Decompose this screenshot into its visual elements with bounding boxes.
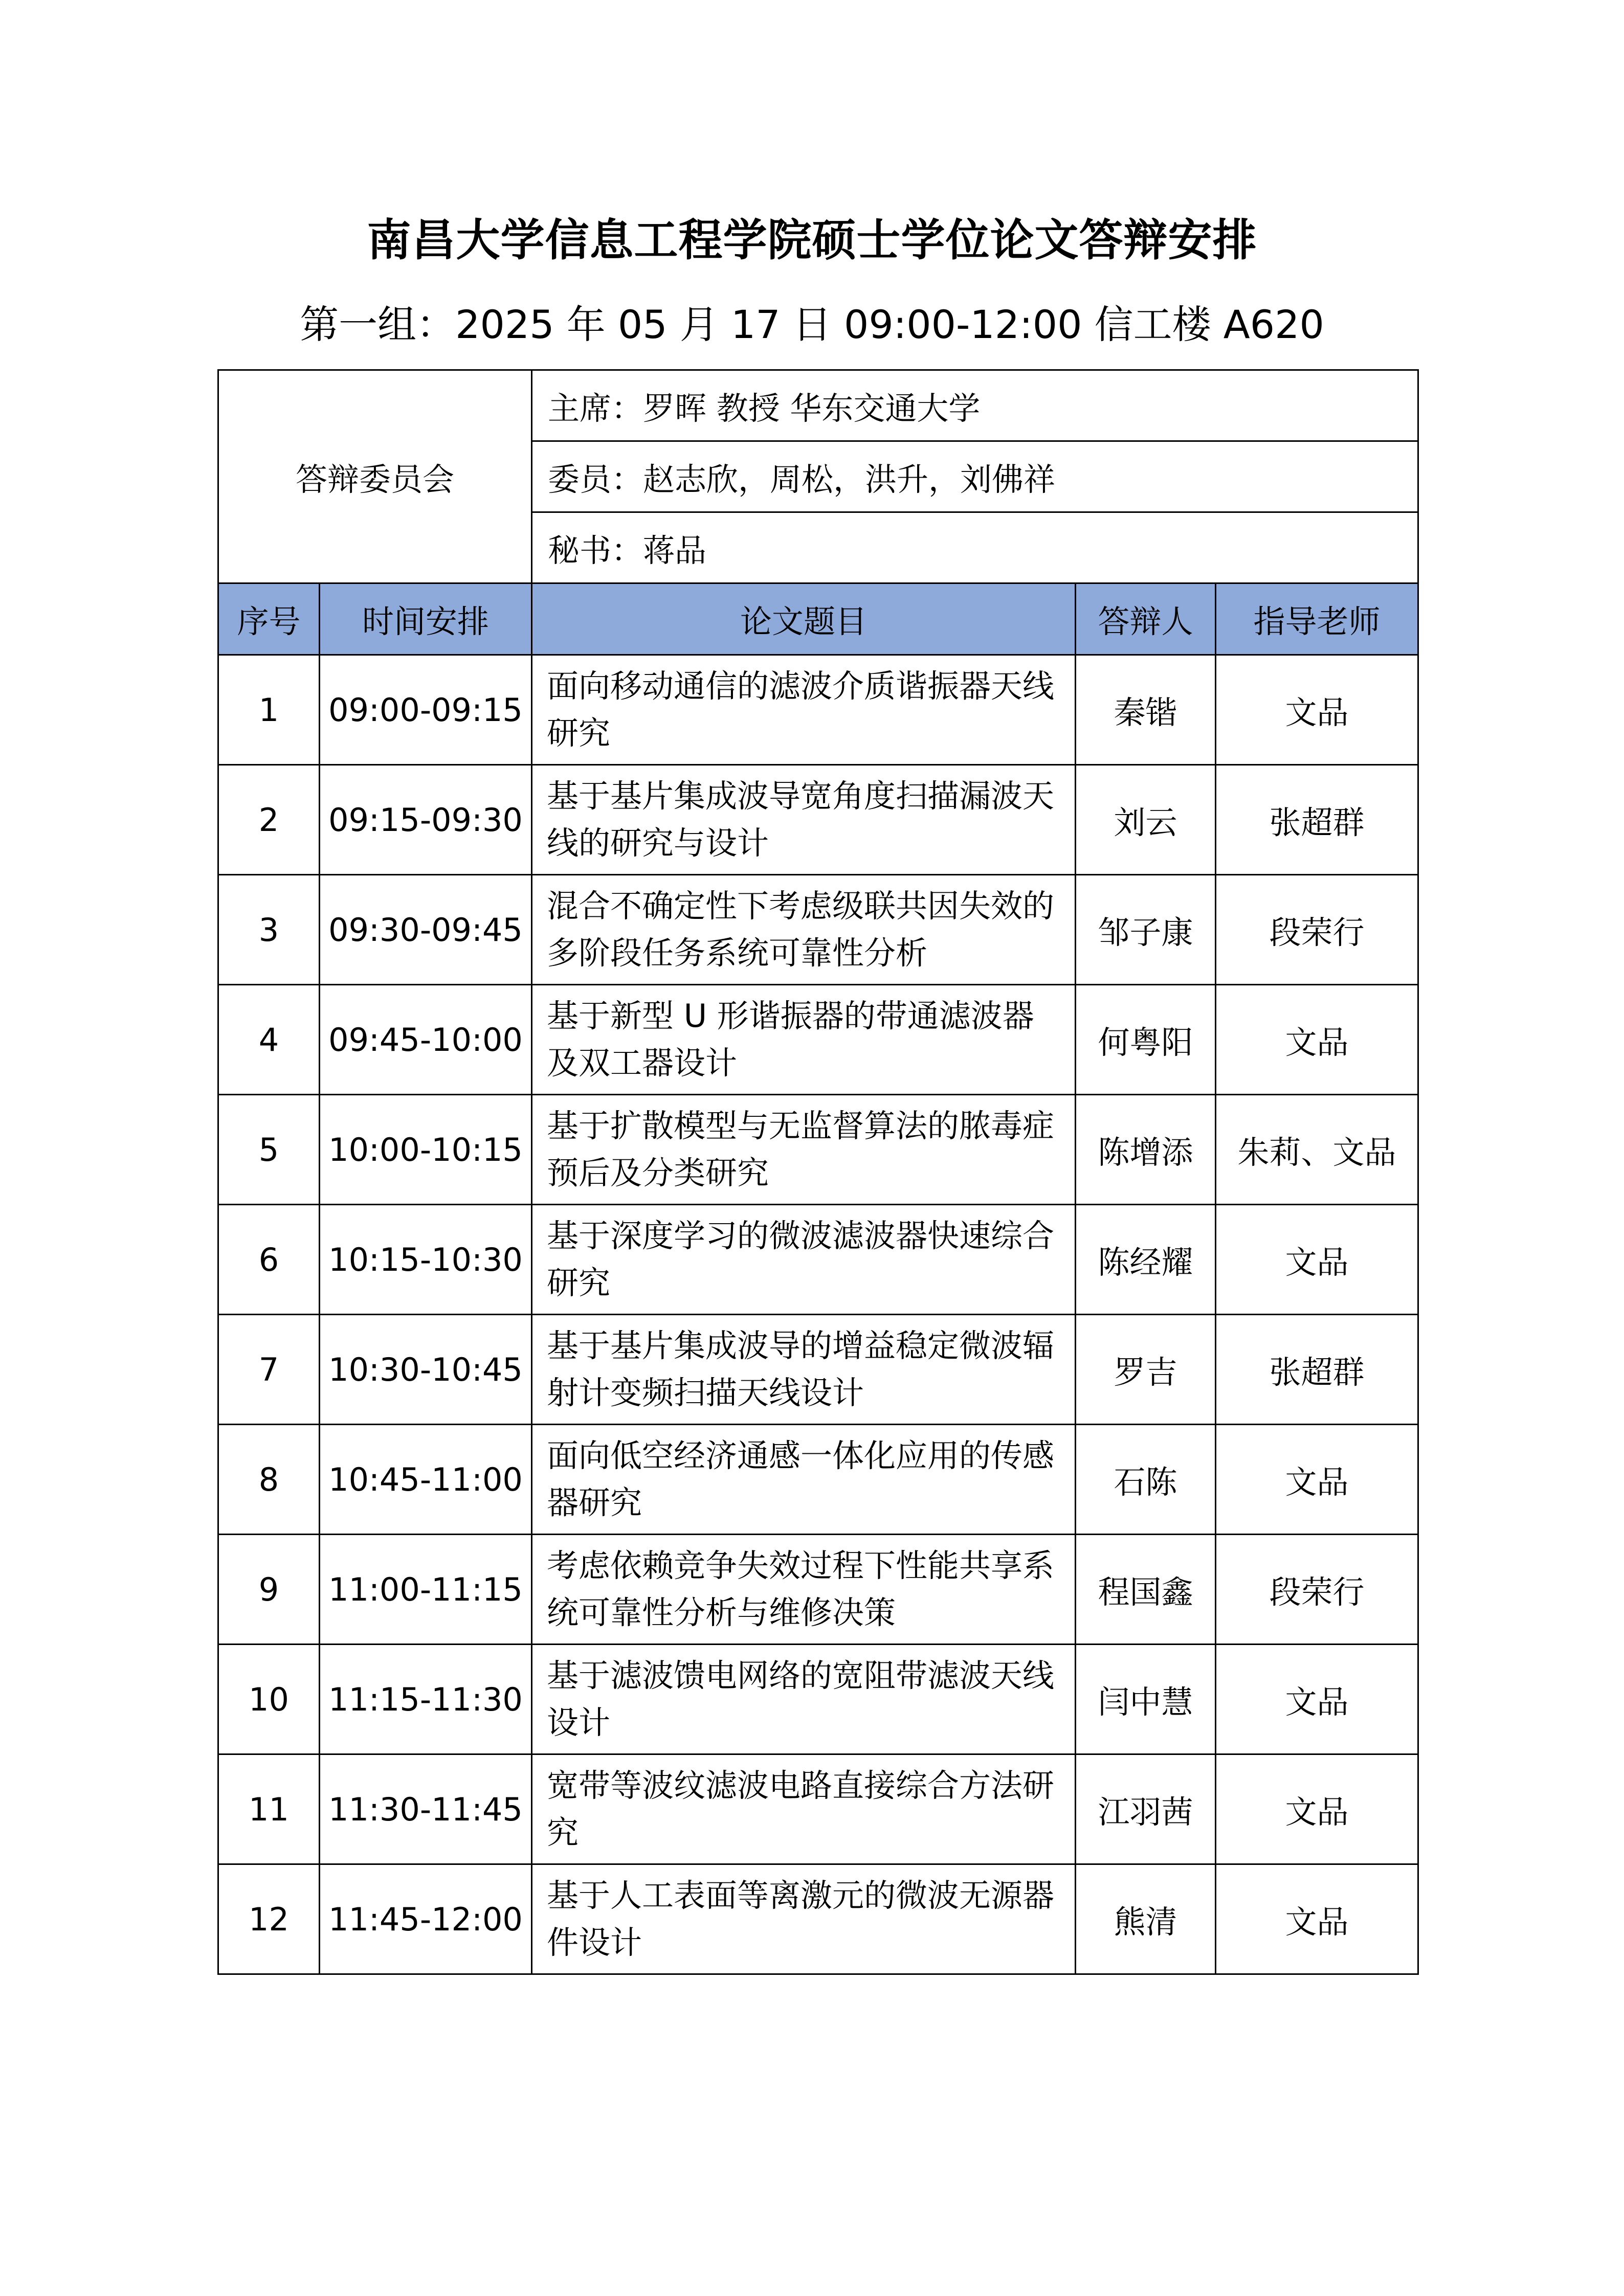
cell-topic: 混合不确定性下考虑级联共因失效的多阶段任务系统可靠性分析	[532, 875, 1076, 985]
committee-row-chair	[218, 370, 1418, 441]
cell-student: 闫中慧	[1076, 1645, 1216, 1754]
table-row	[218, 1095, 1418, 1205]
committee-label: 答辩委员会	[218, 370, 532, 583]
cell-student: 罗吉	[1076, 1315, 1216, 1425]
table-row	[218, 655, 1418, 765]
cell-no: 8	[218, 1425, 320, 1535]
cell-advisor: 段荣行	[1216, 875, 1418, 985]
table-row	[218, 985, 1418, 1095]
cell-time: 09:30-09:45	[320, 875, 532, 985]
cell-advisor: 文品	[1216, 1425, 1418, 1535]
cell-advisor: 文品	[1216, 985, 1418, 1095]
header-time: 时间安排	[320, 583, 532, 655]
cell-topic: 基于基片集成波导的增益稳定微波辐射计变频扫描天线设计	[532, 1315, 1076, 1425]
cell-no: 3	[218, 875, 320, 985]
cell-advisor: 段荣行	[1216, 1535, 1418, 1645]
cell-student: 秦锴	[1076, 655, 1216, 765]
cell-no: 4	[218, 985, 320, 1095]
defense-schedule-table	[217, 369, 1419, 1975]
document-title: 南昌大学信息工程学院硕士学位论文答辩安排	[367, 215, 1257, 266]
cell-advisor: 文品	[1216, 655, 1418, 765]
cell-time: 10:30-10:45	[320, 1315, 532, 1425]
cell-topic: 基于基片集成波导宽角度扫描漏波天线的研究与设计	[532, 765, 1076, 875]
cell-advisor: 文品	[1216, 1645, 1418, 1754]
header-topic: 论文题目	[532, 583, 1076, 655]
cell-advisor: 朱莉、文品	[1216, 1095, 1418, 1205]
cell-no: 2	[218, 765, 320, 875]
header-advisor: 指导老师	[1216, 583, 1418, 655]
table-row	[218, 1425, 1418, 1535]
table-row	[218, 1205, 1418, 1315]
cell-student: 邹子康	[1076, 875, 1216, 985]
cell-no: 6	[218, 1205, 320, 1315]
header-student: 答辩人	[1076, 583, 1216, 655]
table-row	[218, 765, 1418, 875]
table-row	[218, 875, 1418, 985]
cell-advisor: 文品	[1216, 1205, 1418, 1315]
cell-time: 10:45-11:00	[320, 1425, 532, 1535]
cell-student: 陈经耀	[1076, 1205, 1216, 1315]
cell-advisor: 文品	[1216, 1754, 1418, 1864]
committee-members: 委员：赵志欣，周松，洪升，刘佛祥	[532, 441, 1418, 512]
cell-student: 刘云	[1076, 765, 1216, 875]
cell-no: 7	[218, 1315, 320, 1425]
cell-time: 10:15-10:30	[320, 1205, 532, 1315]
cell-time: 09:00-09:15	[320, 655, 532, 765]
table-row	[218, 1754, 1418, 1864]
cell-student: 何粤阳	[1076, 985, 1216, 1095]
cell-student: 江羽茜	[1076, 1754, 1216, 1864]
cell-no: 11	[218, 1754, 320, 1864]
cell-advisor: 张超群	[1216, 765, 1418, 875]
cell-no: 10	[218, 1645, 320, 1754]
cell-time: 11:00-11:15	[320, 1535, 532, 1645]
cell-student: 石陈	[1076, 1425, 1216, 1535]
cell-advisor: 文品	[1216, 1864, 1418, 1974]
cell-time: 11:30-11:45	[320, 1754, 532, 1864]
header-no: 序号	[218, 583, 320, 655]
cell-topic: 面向低空经济通感一体化应用的传感器研究	[532, 1425, 1076, 1535]
cell-no: 9	[218, 1535, 320, 1645]
cell-advisor: 张超群	[1216, 1315, 1418, 1425]
cell-no: 12	[218, 1864, 320, 1974]
cell-topic: 基于深度学习的微波滤波器快速综合研究	[532, 1205, 1076, 1315]
cell-topic: 考虑依赖竞争失效过程下性能共享系统可靠性分析与维修决策	[532, 1535, 1076, 1645]
cell-topic: 基于人工表面等离激元的微波无源器件设计	[532, 1864, 1076, 1974]
table-row	[218, 1645, 1418, 1754]
table-row	[218, 1864, 1418, 1974]
table-row	[218, 1535, 1418, 1645]
cell-topic: 面向移动通信的滤波介质谐振器天线研究	[532, 655, 1076, 765]
document-subtitle: 第一组：2025 年 05 月 17 日 09:00-12:00 信工楼 A620	[300, 302, 1324, 347]
cell-no: 1	[218, 655, 320, 765]
table-header-row	[218, 583, 1418, 655]
cell-student: 程国鑫	[1076, 1535, 1216, 1645]
cell-time: 10:00-10:15	[320, 1095, 532, 1205]
cell-time: 11:15-11:30	[320, 1645, 532, 1754]
table-row	[218, 1315, 1418, 1425]
cell-time: 11:45-12:00	[320, 1864, 532, 1974]
cell-student: 陈增添	[1076, 1095, 1216, 1205]
committee-chair: 主席：罗晖 教授 华东交通大学	[532, 370, 1418, 441]
cell-time: 09:45-10:00	[320, 985, 532, 1095]
cell-time: 09:15-09:30	[320, 765, 532, 875]
cell-no: 5	[218, 1095, 320, 1205]
cell-topic: 基于滤波馈电网络的宽阻带滤波天线设计	[532, 1645, 1076, 1754]
cell-topic: 基于扩散模型与无监督算法的脓毒症预后及分类研究	[532, 1095, 1076, 1205]
cell-topic: 基于新型 U 形谐振器的带通滤波器及双工器设计	[532, 985, 1076, 1095]
cell-topic: 宽带等波纹滤波电路直接综合方法研究	[532, 1754, 1076, 1864]
cell-student: 熊清	[1076, 1864, 1216, 1974]
committee-secretary: 秘书：蒋品	[532, 512, 1418, 583]
